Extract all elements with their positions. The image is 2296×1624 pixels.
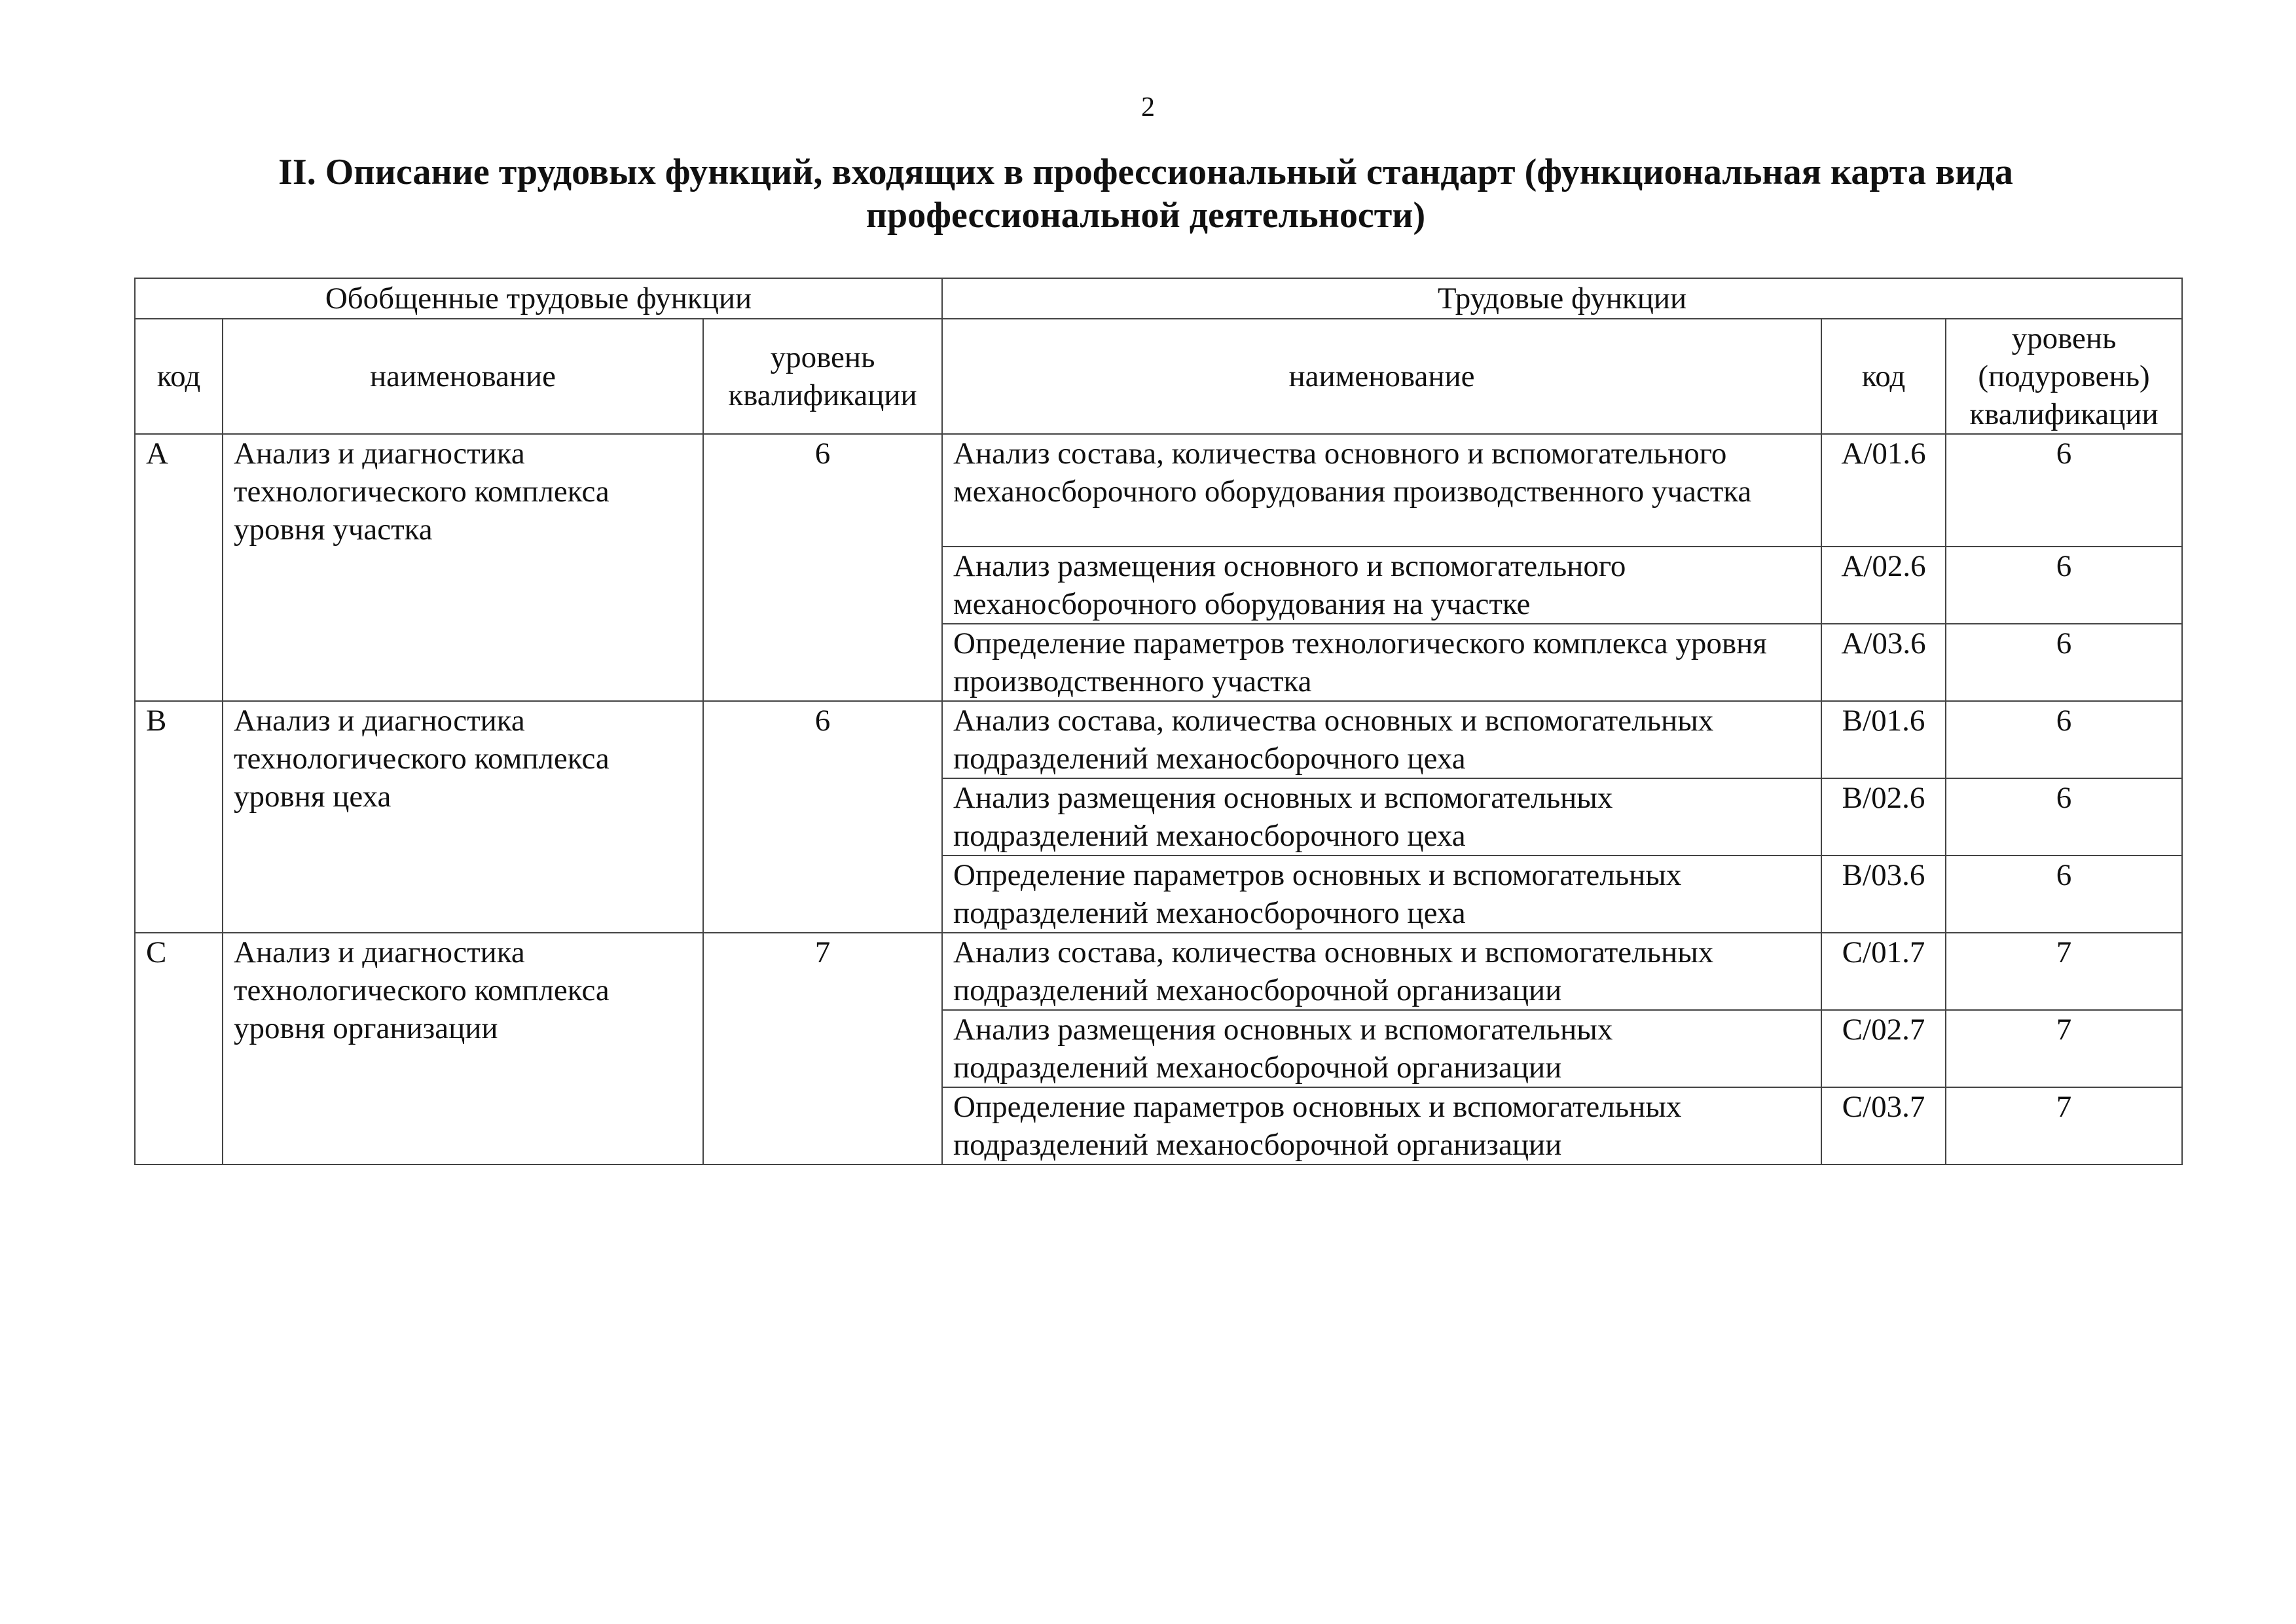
tf-level-cell: 6 [1946, 778, 2182, 856]
gen-name-cell: Анализ и диагностика технологического комплекса уровня организации [223, 933, 703, 1164]
tf-code-cell: A/03.6 [1821, 624, 1946, 701]
tf-name-cell: Определение параметров основных и вспомогательных подразделений механосборочной организации [942, 1087, 1821, 1164]
tf-name-cell: Анализ размещения основных и вспомогательных подразделений механосборочного цеха [942, 778, 1821, 856]
tf-name-cell: Анализ состава, количества основных и вспомогательных подразделений механосборочной организации [942, 933, 1821, 1010]
page-title: II. Описание трудовых функций, входящих в профессиональный стандарт (функциональная карта вида профессиональной деятельности) [278, 152, 2013, 236]
tf-code-cell: A/01.6 [1821, 434, 1946, 547]
table-row [135, 701, 2182, 778]
gen-level-cell: 6 [703, 701, 942, 933]
col-header-tf-code: код [1821, 319, 1946, 434]
column-header-row [135, 319, 2182, 434]
gen-code-cell: C [135, 933, 223, 1164]
tf-level-cell: 6 [1946, 856, 2182, 933]
gen-level-cell: 6 [703, 434, 942, 701]
tf-code-cell: B/02.6 [1821, 778, 1946, 856]
col-header-tf-level: уровень (подуровень) квалификации [1946, 319, 2182, 434]
tf-code-cell: C/02.7 [1821, 1010, 1946, 1087]
labor-functions-header: Трудовые функции [942, 278, 2182, 319]
table-row [135, 434, 2182, 547]
tf-level-cell: 6 [1946, 434, 2182, 547]
gen-code-cell: A [135, 434, 223, 701]
tf-name-cell: Определение параметров технологического комплекса уровня производственного участка [942, 624, 1821, 701]
page-number: 2 [1141, 92, 1155, 122]
gen-code-cell: B [135, 701, 223, 933]
tf-level-cell: 7 [1946, 933, 2182, 1010]
tf-code-cell: B/01.6 [1821, 701, 1946, 778]
col-header-tf-name: наименование [942, 319, 1821, 434]
tf-code-cell: C/03.7 [1821, 1087, 1946, 1164]
tf-code-cell: C/01.7 [1821, 933, 1946, 1010]
tf-level-cell: 7 [1946, 1087, 2182, 1164]
col-header-gen-code: код [135, 319, 223, 434]
table-row [135, 933, 2182, 1010]
tf-level-cell: 6 [1946, 624, 2182, 701]
tf-code-cell: A/02.6 [1821, 547, 1946, 624]
tf-name-cell: Анализ состава, количества основных и вспомогательных подразделений механосборочного цеха [942, 701, 1821, 778]
tf-level-cell: 7 [1946, 1010, 2182, 1087]
tf-name-cell: Анализ размещения основных и вспомогательных подразделений механосборочной организации [942, 1010, 1821, 1087]
tf-level-cell: 6 [1946, 701, 2182, 778]
col-header-gen-name: наименование [223, 319, 703, 434]
tf-name-cell: Анализ состава, количества основного и вспомогательного механосборочного оборудования производственного участка [942, 434, 1821, 547]
gen-level-cell: 7 [703, 933, 942, 1164]
tf-code-cell: B/03.6 [1821, 856, 1946, 933]
group-header-row [135, 278, 2182, 319]
tf-name-cell: Анализ размещения основного и вспомогательного механосборочного оборудования на участке [942, 547, 1821, 624]
generalized-functions-header: Обобщенные трудовые функции [135, 278, 942, 319]
gen-name-cell: Анализ и диагностика технологического комплекса уровня цеха [223, 701, 703, 933]
gen-name-cell: Анализ и диагностика технологического комплекса уровня участка [223, 434, 703, 701]
functional-map-table [134, 278, 2183, 1165]
tf-level-cell: 6 [1946, 547, 2182, 624]
tf-name-cell: Определение параметров основных и вспомогательных подразделений механосборочного цеха [942, 856, 1821, 933]
col-header-gen-level: уровень квалификации [703, 319, 942, 434]
